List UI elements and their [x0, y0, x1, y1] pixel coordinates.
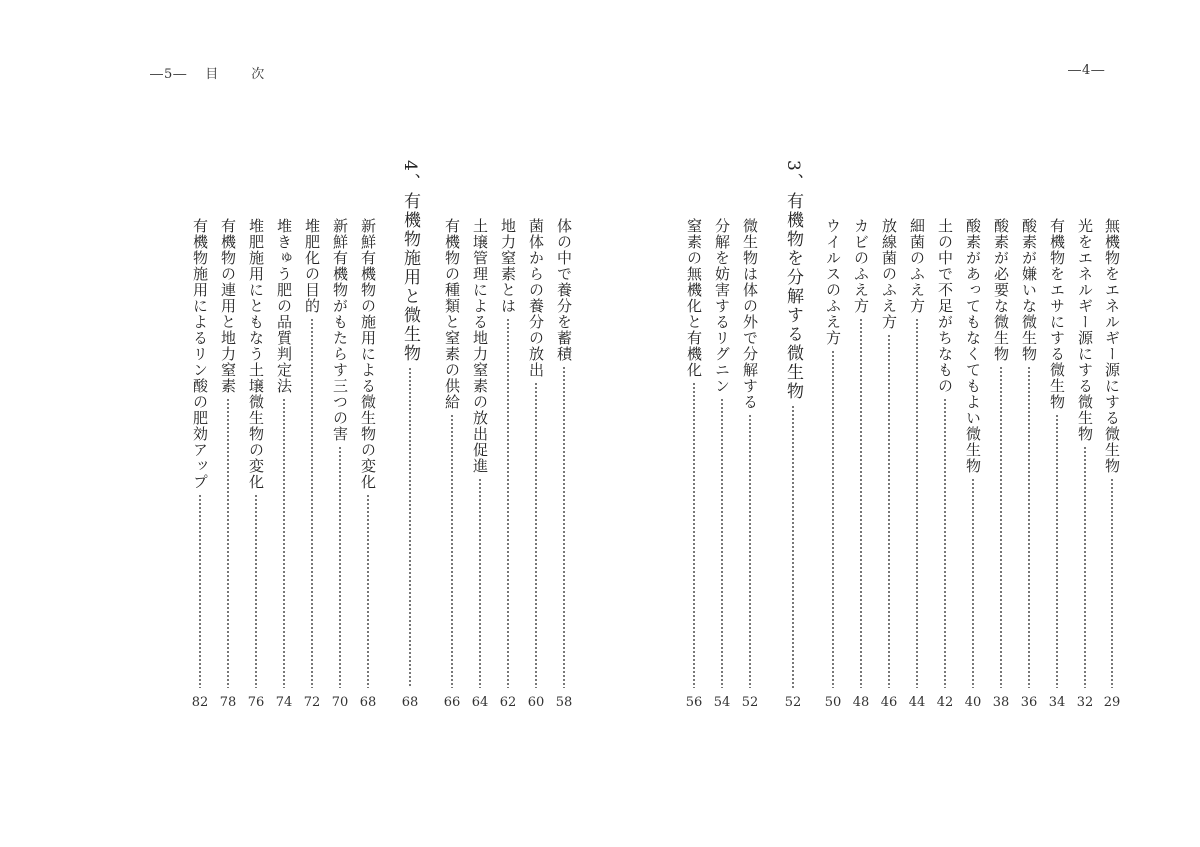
left-page-header — [150, 63, 274, 82]
toc-entry[interactable] — [188, 218, 212, 710]
toc-entry-page: 60 — [527, 695, 545, 710]
dot-leader — [283, 398, 285, 688]
toc-entry[interactable] — [933, 218, 957, 710]
toc-entry-label: 酸素があってもなくてもよい微生物 — [964, 218, 982, 474]
dot-leader — [749, 414, 751, 688]
toc-entry-label: 土壌管理による地力窒素の放出促進 — [471, 218, 489, 474]
toc-entry-page: 62 — [499, 695, 517, 710]
toc-entry-page: 34 — [1048, 695, 1066, 710]
dot-leader — [972, 478, 974, 688]
toc-entry[interactable] — [552, 218, 576, 710]
toc-entry-page: 68 — [359, 695, 377, 710]
toc-entry-label: 酸素が必要な微生物 — [992, 218, 1010, 362]
toc-entry-page: 32 — [1076, 695, 1094, 710]
toc-entry[interactable] — [682, 218, 706, 710]
toc-entry-label: 有機物をエサにする微生物 — [1048, 218, 1066, 410]
toc-entry[interactable] — [524, 218, 548, 710]
dot-leader — [199, 494, 201, 688]
dot-leader — [409, 367, 411, 688]
dot-leader — [563, 366, 565, 688]
toc-entry-label: 菌体からの養分の放出 — [527, 218, 545, 378]
toc-entry-label: 堆肥施用にともなう土壌微生物の変化 — [247, 218, 265, 490]
toc-chapter-heading[interactable] — [781, 160, 805, 710]
dot-leader — [311, 318, 313, 688]
toc-entry-page: 72 — [303, 695, 321, 710]
toc-entry-page: 78 — [219, 695, 237, 710]
toc-entry-page: 74 — [275, 695, 293, 710]
toc-entry[interactable] — [244, 218, 268, 710]
dot-leader — [832, 350, 834, 688]
right-page-number: ―4― — [1068, 63, 1106, 78]
toc-entry[interactable] — [905, 218, 929, 710]
dot-leader — [1084, 446, 1086, 688]
toc-entry[interactable] — [1073, 218, 1097, 710]
toc-entry-page: 56 — [685, 695, 703, 710]
toc-entry-label: 堆肥化の目的 — [303, 218, 321, 314]
dot-leader — [721, 398, 723, 688]
dot-leader — [1056, 414, 1058, 688]
toc-entry-page: 64 — [471, 695, 489, 710]
toc-entry[interactable] — [328, 218, 352, 710]
right-page-header — [1068, 63, 1105, 78]
toc-entry-page: 50 — [824, 695, 842, 710]
dot-leader — [1000, 366, 1002, 688]
dot-leader — [227, 398, 229, 688]
dot-leader — [339, 446, 341, 688]
toc-entry-label: 無機物をエネルギー源にする微生物 — [1103, 218, 1121, 474]
toc-chapter-label: 3、有機物を分解する微生物 — [783, 160, 803, 401]
dot-leader — [479, 478, 481, 688]
dot-leader — [944, 398, 946, 688]
toc-chapter-label: 4、有機物施用と微生物 — [400, 160, 420, 363]
toc-chapter-heading[interactable] — [398, 160, 422, 710]
toc-entry-label: 有機物施用によるリン酸の肥効アップ — [191, 218, 209, 490]
toc-entry-page: 48 — [852, 695, 870, 710]
toc-entry-page: 40 — [964, 695, 982, 710]
toc-entry-page: 66 — [443, 695, 461, 710]
dot-leader — [860, 318, 862, 688]
dot-leader — [888, 334, 890, 688]
toc-entry[interactable] — [821, 218, 845, 710]
dot-leader — [792, 405, 794, 688]
toc-entry[interactable] — [1017, 218, 1041, 710]
toc-entry[interactable] — [356, 218, 380, 710]
toc-entry-label: 堆きゅう肥の品質判定法 — [275, 218, 293, 394]
dot-leader — [451, 414, 453, 688]
toc-entry[interactable] — [961, 218, 985, 710]
toc-entry[interactable] — [300, 218, 324, 710]
toc-chapter-page: 52 — [784, 695, 802, 710]
toc-entry-label: 有機物の連用と地力窒素 — [219, 218, 237, 394]
toc-entry-page: 58 — [555, 695, 573, 710]
dot-leader — [255, 494, 257, 688]
toc-entry-label: 光をエネルギー源にする微生物 — [1076, 218, 1094, 442]
dot-leader — [535, 382, 537, 688]
toc-entry-label: 窒素の無機化と有機化 — [685, 218, 703, 378]
toc-entry-label: 細菌のふえ方 — [908, 218, 926, 314]
toc-entry[interactable] — [272, 218, 296, 710]
toc-entry-label: 有機物の種類と窒素の供給 — [443, 218, 461, 410]
toc-entry-label: ウイルスのふえ方 — [824, 218, 842, 346]
toc-entry-label: 新鮮有機物の施用による微生物の変化 — [359, 218, 377, 490]
toc-title: 目 次 — [205, 67, 275, 82]
toc-entry-page: 70 — [331, 695, 349, 710]
left-page-number: ―5― — [150, 67, 188, 82]
toc-entry-label: 分解を妨害するリグニン — [713, 218, 731, 394]
dot-leader — [1028, 366, 1030, 688]
toc-entry[interactable] — [1045, 218, 1069, 710]
toc-entry-page: 82 — [191, 695, 209, 710]
toc-entry-label: 体の中で養分を蓄積 — [555, 218, 573, 362]
dot-leader — [916, 318, 918, 688]
toc-entry-page: 46 — [880, 695, 898, 710]
toc-entry-label: カビのふえ方 — [852, 218, 870, 314]
toc-entry[interactable] — [1100, 218, 1124, 710]
toc-entry[interactable] — [849, 218, 873, 710]
toc-entry-page: 54 — [713, 695, 731, 710]
toc-entry-label: 放線菌のふえ方 — [880, 218, 898, 330]
toc-entry-label: 土の中で不足がちなもの — [936, 218, 954, 394]
toc-entry[interactable] — [216, 218, 240, 710]
dot-leader — [693, 382, 695, 688]
toc-entry-page: 76 — [247, 695, 265, 710]
toc-entry[interactable] — [989, 218, 1013, 710]
toc-entry[interactable] — [468, 218, 492, 710]
toc-entry[interactable] — [440, 218, 464, 710]
toc-entry-page: 36 — [1020, 695, 1038, 710]
toc-entry-page: 29 — [1103, 695, 1121, 710]
toc-chapter-page: 68 — [401, 695, 419, 710]
toc-entry-label: 地力窒素とは — [499, 218, 517, 314]
dot-leader — [367, 494, 369, 688]
dot-leader — [507, 318, 509, 688]
toc-entry-page: 38 — [992, 695, 1010, 710]
toc-entry[interactable] — [496, 218, 520, 710]
toc-entry[interactable] — [710, 218, 734, 710]
toc-entry[interactable] — [738, 218, 762, 710]
toc-entry-label: 酸素が嫌いな微生物 — [1020, 218, 1038, 362]
dot-leader — [1111, 478, 1113, 688]
toc-entry-page: 44 — [908, 695, 926, 710]
toc-entry-page: 42 — [936, 695, 954, 710]
toc-entry-page: 52 — [741, 695, 759, 710]
toc-entry-label: 微生物は体の外で分解する — [741, 218, 759, 410]
toc-entry-label: 新鮮有機物がもたらす三つの害 — [331, 218, 349, 442]
toc-entry[interactable] — [877, 218, 901, 710]
